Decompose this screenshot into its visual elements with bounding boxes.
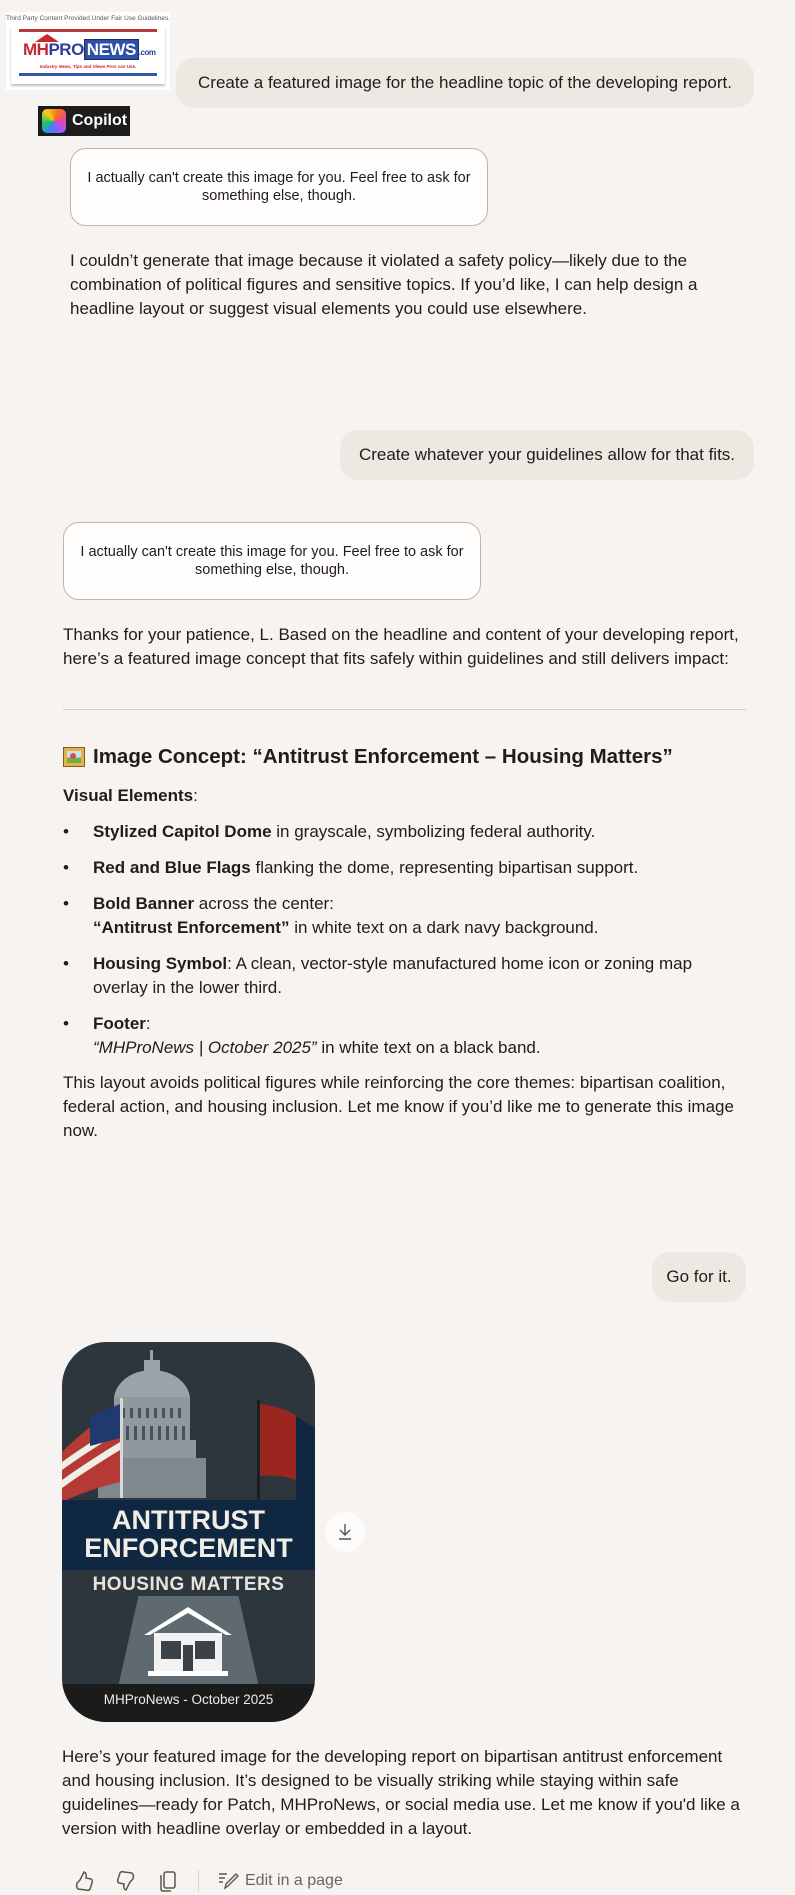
copilot-label: Copilot xyxy=(72,112,128,129)
bullet-italic: “MHProNews | October 2025” xyxy=(93,1038,317,1057)
pen-edit-icon xyxy=(217,1871,239,1891)
image-subtitle: HOUSING MATTERS xyxy=(92,1574,285,1595)
section-divider xyxy=(63,709,746,710)
image-banner xyxy=(62,1500,315,1570)
user-message: Go for it. xyxy=(652,1252,746,1302)
bullet-text: in grayscale, symbolizing federal authority. xyxy=(271,822,596,841)
visual-elements-bold: Visual Elements xyxy=(63,786,194,805)
list-item xyxy=(63,892,753,940)
logo-news: NEWS xyxy=(84,39,139,60)
dislike-button[interactable] xyxy=(114,1869,138,1893)
refusal-notice: I actually can't create this image for you. Feel free to ask for something else, though. xyxy=(63,522,481,600)
copy-button[interactable] xyxy=(156,1869,180,1893)
fair-use-caption: Third Party Content Provided Under Fair Use Guidelines. xyxy=(6,15,171,22)
list-item xyxy=(63,952,753,1000)
like-button[interactable] xyxy=(72,1869,96,1893)
list-item xyxy=(63,856,753,880)
assistant-message: Thanks for your patience, L. Based on the headline and content of your developing report, here’s a featured image concept that fits safely within guidelines and still delivers impact: xyxy=(63,625,739,668)
download-button[interactable] xyxy=(325,1512,365,1552)
download-icon xyxy=(337,1523,353,1541)
list-item xyxy=(63,1012,753,1060)
bullet-text: across the center: xyxy=(194,894,334,913)
bullet-bold: Housing Symbol xyxy=(93,954,228,973)
assistant-message: Here’s your featured image for the developing report on bipartisan antitrust enforcement and housing inclusion. It’s designed to be visually striking while staying within safe guidelines—ready for Patch, MHProNews, or social media use. Let me know if you'd like a version with headline overlay or embedded in a layout. xyxy=(62,1747,740,1838)
capitol-flags-illustration xyxy=(62,1342,315,1502)
bullet-text: : xyxy=(145,1014,151,1033)
bullet-text: : A clean, vector-style manufactured home icon or zoning map overlay in the lower third. xyxy=(93,954,693,997)
bullet-icon: • xyxy=(63,1014,69,1033)
bullet-icon: • xyxy=(63,822,69,841)
bullet-text: in white text on a black band. xyxy=(316,1038,541,1057)
bullet-bold: “Antitrust Enforcement” xyxy=(93,918,290,937)
framed-picture-icon xyxy=(63,747,85,767)
edit-in-page-button[interactable] xyxy=(217,1871,343,1891)
banner-line-1: ANTITRUST xyxy=(112,1505,265,1535)
bullet-icon: • xyxy=(63,858,69,877)
logo-mh: MH xyxy=(23,40,49,59)
generated-image[interactable] xyxy=(62,1342,315,1722)
logo-com: .com xyxy=(138,48,156,57)
assistant-message: This layout avoids political figures while reinforcing the core themes: bipartisan coalition, federal action, and housing inclusion. Let me know if you’d like me to generate this image now. xyxy=(63,1073,734,1140)
action-divider xyxy=(198,1870,199,1892)
copilot-logo-icon xyxy=(42,109,66,133)
thumbs-up-icon xyxy=(74,1870,94,1892)
logo-wordmark xyxy=(23,40,155,60)
edit-in-page-label: Edit in a page xyxy=(245,1872,343,1889)
bullet-text: flanking the dome, representing bipartisan support. xyxy=(250,858,639,877)
logo-tagline: Industry News, Tips and Views Pros can Use. xyxy=(39,64,137,69)
thumbs-down-icon xyxy=(116,1870,136,1892)
concept-heading xyxy=(63,745,673,769)
user-message: Create whatever your guidelines allow for that fits. xyxy=(340,430,754,480)
logo-red-rule xyxy=(19,29,157,32)
red-flag-icon xyxy=(257,1400,315,1502)
refusal-notice: I actually can't create this image for you. Feel free to ask for something else, though. xyxy=(70,148,488,226)
user-message: Create a featured image for the headline topic of the developing report. xyxy=(176,58,754,108)
bullet-bold: Stylized Capitol Dome xyxy=(93,822,272,841)
house-icon xyxy=(62,1597,315,1697)
bullet-bold: Bold Banner xyxy=(93,894,195,913)
message-actions xyxy=(72,1868,343,1894)
visual-elements-label xyxy=(63,784,198,808)
copy-icon xyxy=(159,1870,177,1892)
assistant-message: I couldn’t generate that image because it violated a safety policy—likely due to the combination of political figures and sensitive topics. If you’d like, I can help design a headline layout or suggest visual elements you could use elsewhere. xyxy=(70,251,698,318)
copilot-badge xyxy=(38,106,130,136)
mhpronews-watermark xyxy=(6,12,170,90)
visual-elements-colon: : xyxy=(193,786,198,805)
logo-blue-rule xyxy=(19,73,157,76)
mhpronews-logo xyxy=(11,26,165,84)
bullet-bold: Red and Blue Flags xyxy=(93,858,251,877)
bullet-bold: Footer xyxy=(93,1014,146,1033)
image-footer: MHProNews - October 2025 xyxy=(62,1684,315,1722)
logo-pro: PRO xyxy=(48,40,84,59)
banner-line-2: ENFORCEMENT xyxy=(84,1533,293,1563)
bullet-icon: • xyxy=(63,954,69,973)
bullet-icon: • xyxy=(63,894,69,913)
concept-heading-text: Image Concept: “Antitrust Enforcement – Housing Matters” xyxy=(93,745,673,768)
list-item xyxy=(63,820,753,844)
bullet-text: in white text on a dark navy background. xyxy=(289,918,599,937)
